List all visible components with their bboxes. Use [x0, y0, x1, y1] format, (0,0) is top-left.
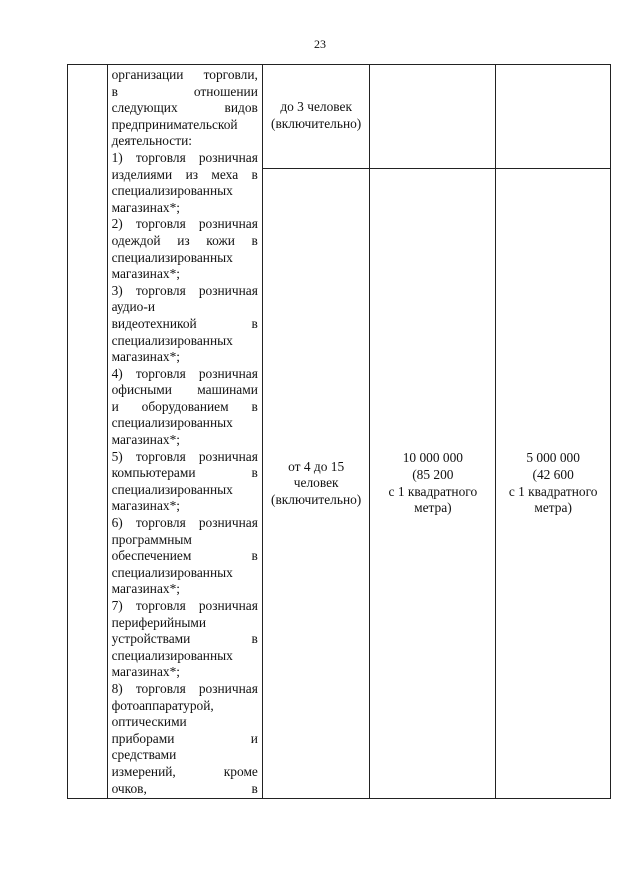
- amount-line: с 1 квадратного: [388, 483, 478, 499]
- activity-line: 1) торговля розничная: [111, 149, 258, 165]
- activity-line: 8) торговля розничная: [111, 680, 258, 696]
- activity-cell: [107, 65, 262, 799]
- activity-line: средствами: [111, 747, 177, 763]
- activity-line: видеотехникой в: [111, 315, 258, 331]
- activity-line: в отношении: [111, 83, 258, 99]
- activity-line: периферийными: [111, 614, 206, 630]
- activity-line: магазинах*;: [111, 581, 181, 597]
- activity-line: предпринимательской: [111, 116, 238, 132]
- activity-line: изделиями из меха в: [111, 166, 258, 182]
- activity-line: специализированных: [111, 647, 233, 663]
- activity-line: устройствами в: [111, 631, 258, 647]
- amount-line: 10 000 000: [402, 450, 463, 466]
- employees-line: от 4 до 15: [288, 458, 345, 474]
- activity-description: [108, 65, 262, 797]
- activity-line: деятельности:: [111, 133, 192, 149]
- activity-line: организации торговли,: [111, 67, 258, 82]
- amount-line: (85 200: [412, 466, 454, 482]
- activity-line: магазинах*;: [111, 432, 181, 448]
- table-row: [68, 65, 611, 169]
- activity-line: специализированных: [111, 564, 233, 580]
- activity-line: 4) торговля розничная: [111, 365, 258, 381]
- activity-line: 5) торговля розничная: [111, 448, 258, 464]
- activity-line: одеждой из кожи в: [111, 232, 258, 248]
- activity-line: специализированных: [111, 249, 233, 265]
- activity-line: и оборудованием в: [111, 398, 258, 414]
- employees-line: (включительно): [271, 491, 362, 507]
- activity-line: аудио-и: [111, 299, 155, 315]
- activity-line: 2) торговля розничная: [111, 216, 258, 232]
- amount-line: метра): [534, 500, 572, 516]
- page-number: 23: [314, 37, 326, 51]
- activity-line: 3) торговля розничная: [111, 282, 258, 298]
- activity-line: оптическими: [111, 714, 187, 730]
- activity-line: специализированных: [111, 481, 233, 497]
- activity-line: магазинах*;: [111, 266, 181, 282]
- activity-line: измерений, кроме: [111, 763, 258, 779]
- activity-line: программным: [111, 531, 192, 547]
- activity-line: 6) торговля розничная: [111, 515, 258, 531]
- activity-line: обеспечением в: [111, 548, 258, 564]
- activity-line: специализированных: [111, 415, 233, 431]
- activity-line: специализированных: [111, 332, 233, 348]
- activity-line: магазинах*;: [111, 498, 181, 514]
- employees-line: до 3 человек: [280, 99, 352, 114]
- activity-line: офисными машинами: [111, 382, 258, 398]
- activity-line: компьютерами в: [111, 465, 258, 481]
- amount-line: (42 600: [532, 466, 574, 482]
- activity-line: специализированных: [111, 183, 233, 199]
- tax-table: [67, 64, 611, 799]
- amount1-cell-row2: [370, 169, 496, 799]
- employees-line: (включительно): [271, 115, 362, 131]
- activity-line: магазинах*;: [111, 349, 181, 365]
- amount-line: 5 000 000: [526, 450, 580, 466]
- activity-line: магазинах*;: [111, 199, 181, 215]
- activity-line: очков, в: [111, 780, 258, 796]
- activity-line: магазинах*;: [111, 664, 181, 680]
- amount-line: метра): [414, 500, 452, 516]
- amount2-cell-row2: [496, 169, 611, 799]
- employees-cell-row1: [262, 65, 370, 169]
- amount-line: с 1 квадратного: [508, 483, 598, 499]
- amount2-cell-row1: [496, 65, 611, 169]
- number-cell: [68, 65, 108, 799]
- amount1-cell-row1: [370, 65, 496, 169]
- activity-line: приборами и: [111, 730, 258, 746]
- activity-line: следующих видов: [111, 100, 258, 116]
- employees-line: человек: [293, 475, 339, 491]
- employees-cell-row2: [262, 169, 370, 799]
- activity-line: 7) торговля розничная: [111, 598, 258, 613]
- activity-line: фотоаппаратурой,: [111, 697, 214, 713]
